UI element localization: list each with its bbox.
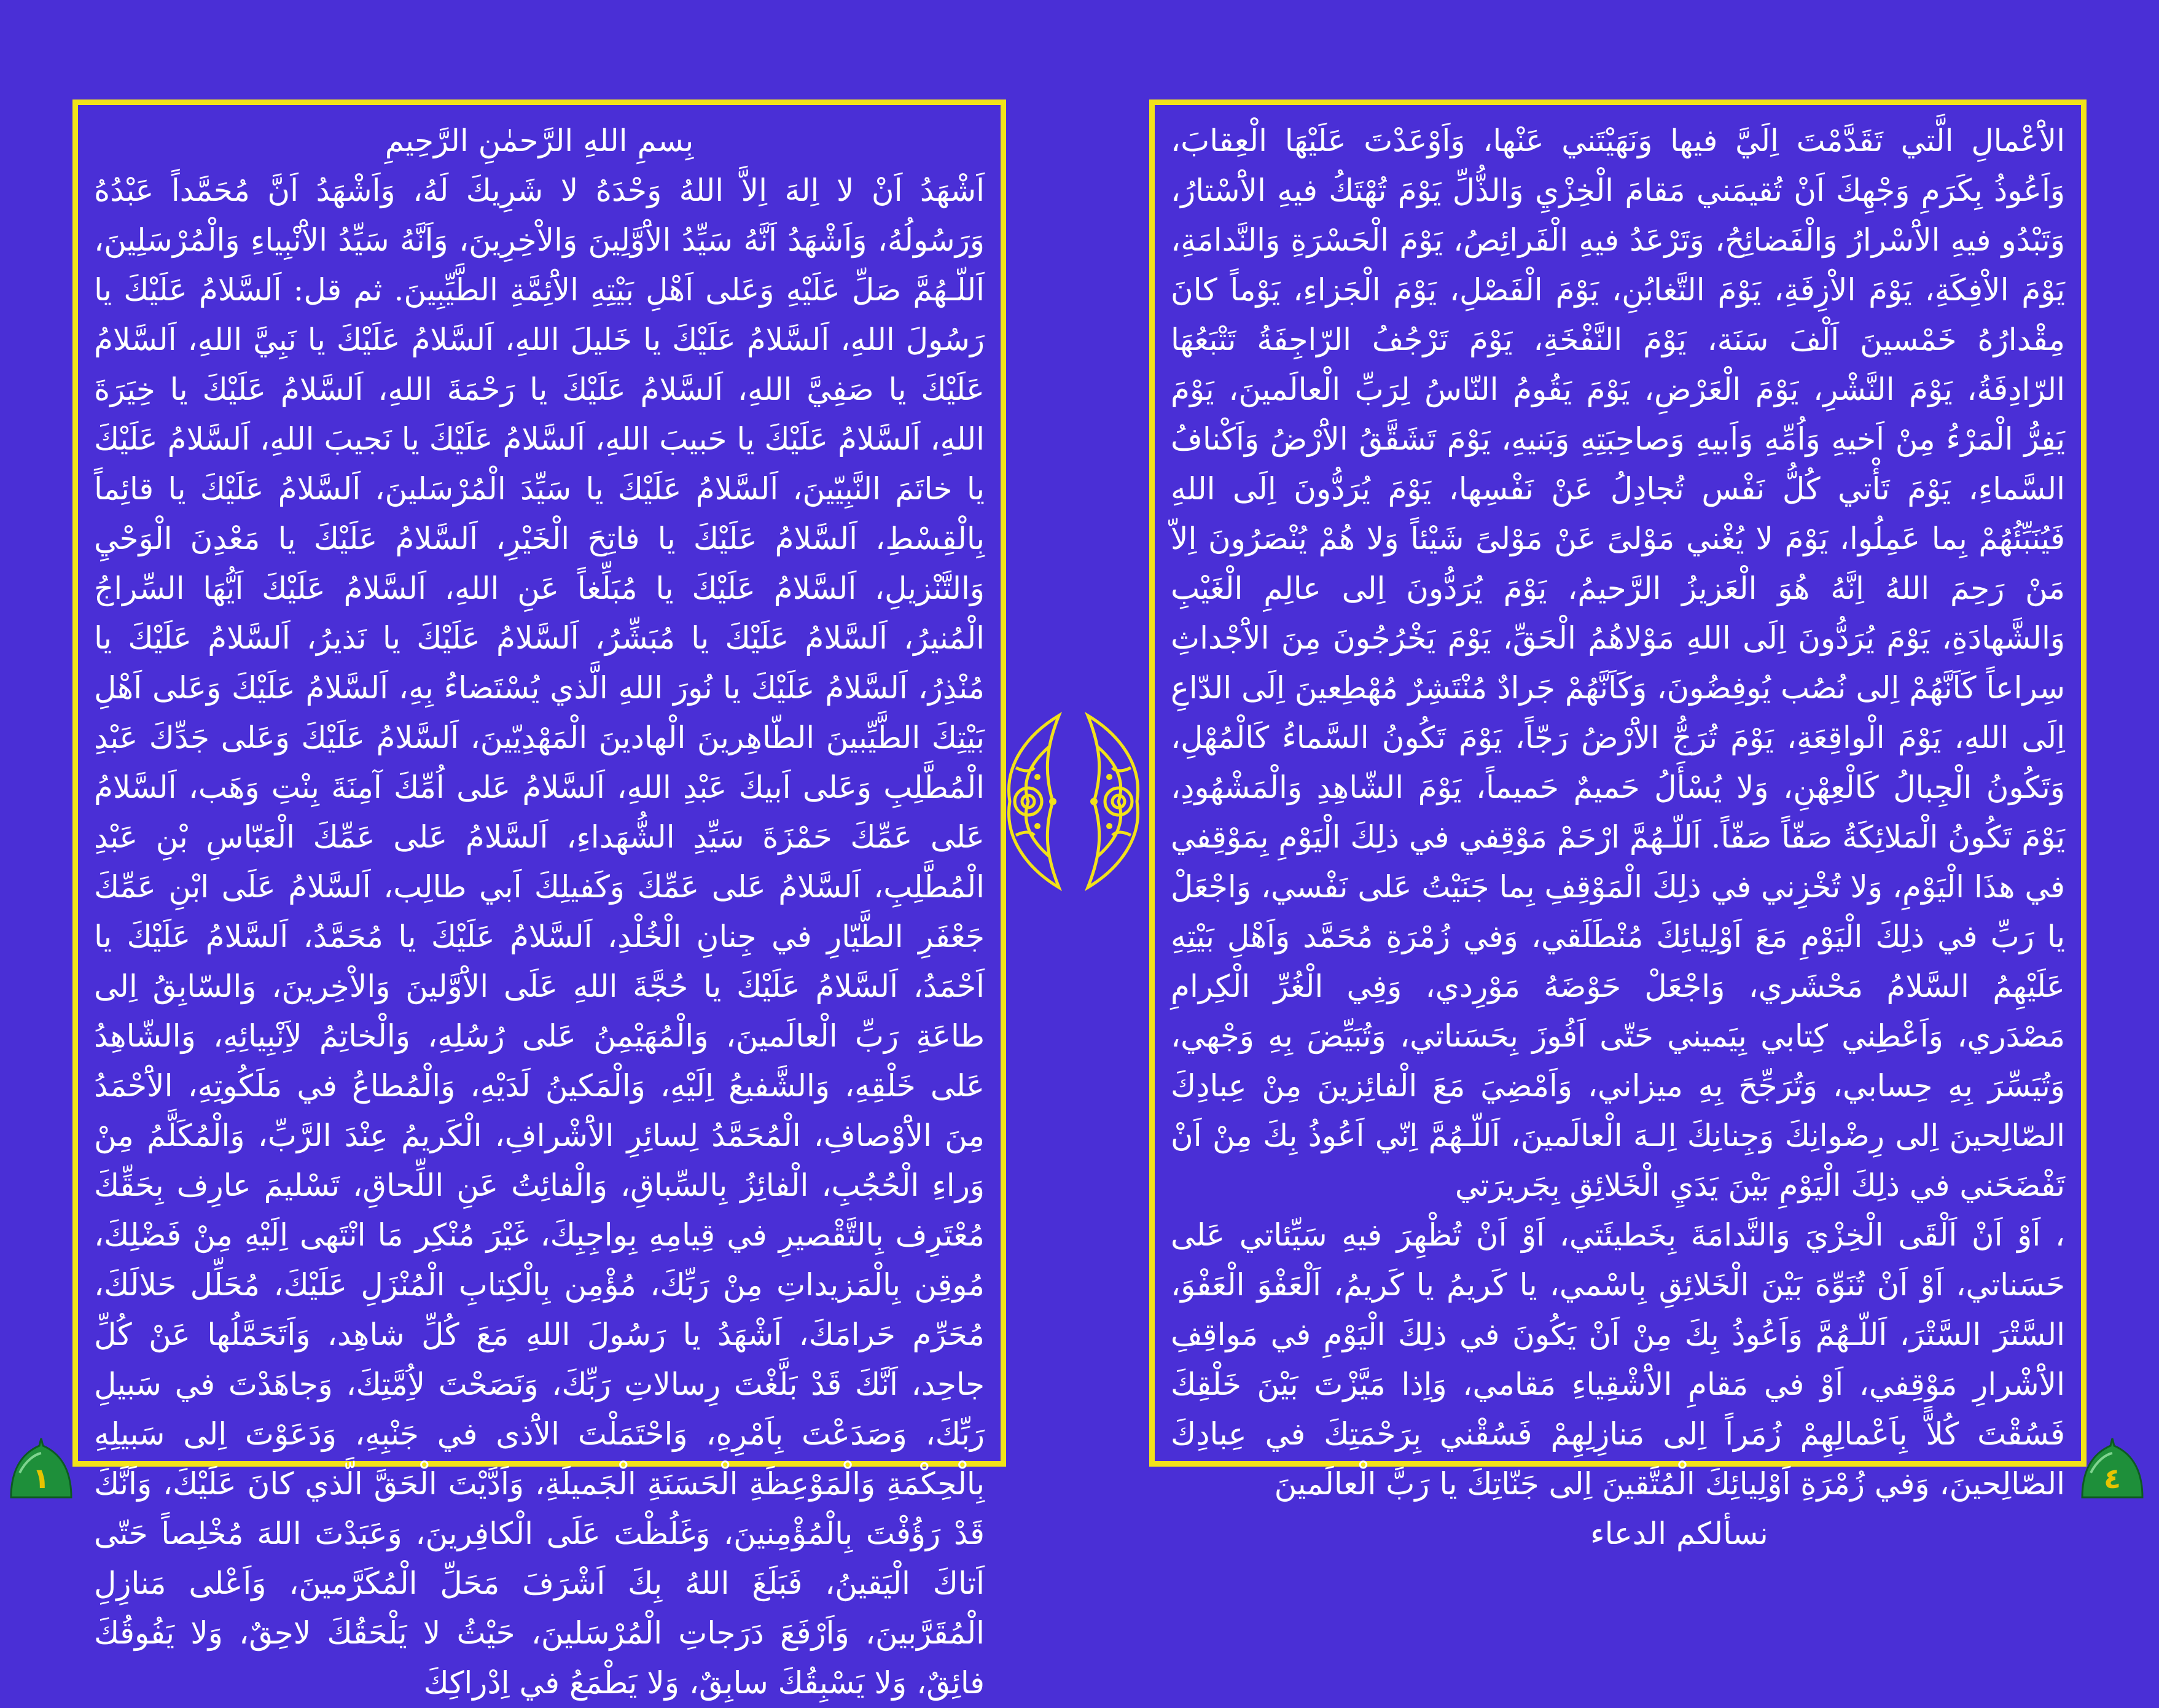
left-page-text [94, 116, 985, 1708]
page-number: ٤ [2103, 1462, 2122, 1495]
left-page-paragraph: اَشْهَدُ اَنْ لا اِلهَ اِلاَّ اللهُ وَحْدَهُ لا شَرِيكَ لَهُ، وَاَشْهَدُ اَنَّ مُحَمَّداً عَبْدُهُ وَرَسُولُهُ، وَاَشْهَدُ اَنَّهُ سَيِّدُ الاَْوَّلِينَ وَالاْخِرِينَ، وَاَنَّهُ سَيِّدُ الاَْنْبِياءِ وَالْمُرْسَلِينَ، اَللّـهُمَّ صَلِّ عَلَيْهِ وَعَلى اَهْلِ بَيْتِهِ الاَْئِمَّةِ الطَّيِّبِينَ. ثم قل: اَلسَّلامُ عَلَيْكَ يا رَسُولَ اللهِ، اَلسَّلامُ عَلَيْكَ يا خَليلَ اللهِ، اَلسَّلامُ عَلَيْكَ يا نَبِيَّ اللهِ، اَلسَّلامُ عَلَيْكَ يا صَفِيَّ اللهِ، اَلسَّلامُ عَلَيْكَ يا رَحْمَةَ اللهِ، اَلسَّلامُ عَلَيْكَ يا خِيَرَةَ اللهِ، اَلسَّلامُ عَلَيْكَ يا حَبيبَ اللهِ، اَلسَّلامُ عَلَيْكَ يا نَجيبَ اللهِ، اَلسَّلامُ عَلَيْكَ يا خاتَمَ النَّبِيّينَ، اَلسَّلامُ عَلَيْكَ يا سَيِّدَ الْمُرْسَلينَ، اَلسَّلامُ عَلَيْكَ يا قائِماً بِالْقِسْطِ، اَلسَّلامُ عَلَيْكَ يا فاتِحَ الْخَيْرِ، اَلسَّلامُ عَلَيْكَ يا مَعْدِنَ الْوَحْيِ وَالتَّنْزيلِ، اَلسَّلامُ عَلَيْكَ يا مُبَلِّغاً عَنِ اللهِ، اَلسَّلامُ عَلَيْكَ اَيُّهَا السِّراجُ الْمُنيرُ، اَلسَّلامُ عَلَيْكَ يا مُبَشِّرُ، اَلسَّلامُ عَلَيْكَ يا نَذيرُ، اَلسَّلامُ عَلَيْكَ يا مُنْذِرُ، اَلسَّلامُ عَلَيْكَ يا نُورَ اللهِ الَّذي يُسْتَضاءُ بِهِ، اَلسَّلامُ عَلَيْكَ وَعَلى اَهْلِ بَيْتِكَ الطَّيِّبينَ الطّاهِرينَ الْهادينَ الْمَهْدِيّينَ، اَلسَّلامُ عَلَيْكَ وَعَلى جَدِّكَ عَبْدِ الْمُطَّلِبِ وَعَلى اَبيكَ عَبْدِ اللهِ، اَلسَّلامُ عَلى اُمِّكَ آمِنَةَ بِنْتِ وَهَب، اَلسَّلامُ عَلى عَمِّكَ حَمْزَةَ سَيِّدِ الشُّهَداءِ، اَلسَّلامُ عَلى عَمِّكَ الْعَبّاسِ بْنِ عَبْدِ الْمُطَّلِبِ، اَلسَّلامُ عَلى عَمِّكَ وَكَفيلِكَ اَبي طالِب، اَلسَّلامُ عَلَى ابْنِ عَمِّكَ جَعْفَرِ الطَّيّارِ في جِنانِ الْخُلْدِ، اَلسَّلامُ عَلَيْكَ يا مُحَمَّدُ، اَلسَّلامُ عَلَيْكَ يا اَحْمَدُ، اَلسَّلامُ عَلَيْكَ يا حُجَّةَ اللهِ عَلَى الاَْوَّلينَ وَالاْخِرينَ، وَالسّابِقُ اِلى طاعَةِ رَبِّ الْعالَمينَ، وَالْمُهَيْمِنُ عَلى رُسُلِهِ، وَالْخاتِمُ لاَِنْبِيائِهِ، وَالشّاهِدُ عَلى خَلْقِهِ، وَالشَّفيعُ اِلَيْهِ، وَالْمَكينُ لَدَيْهِ، وَالْمُطاعُ في مَلَكُوتِهِ، الاَْحْمَدُ مِنَ الاَْوْصافِ، الْمُحَمَّدُ لِسائِرِ الاَْشْرافِ، الْكَريمُ عِنْدَ الرَّبِّ، وَالْمُكَلَّمُ مِنْ وَراءِ الْحُجُبِ، الْفائِزُ بِالسِّباقِ، وَالْفائِتُ عَنِ اللِّحاقِ، تَسْليمَ عارِف بِحَقِّكَ مُعْتَرِف بِالتَّقْصيرِ في قِيامِهِ بِواجِبِكَ، غَيْرَ مُنْكِر مَا انْتَهى اِلَيْهِ مِنْ فَضْلِكَ، مُوقِن بِالْمَزيداتِ مِنْ رَبِّكَ، مُؤْمِن بِالْكِتابِ الْمُنْزَلِ عَلَيْكَ، مُحَلِّل حَلالَكَ، مُحَرِّم حَرامَكَ، اَشْهَدُ يا رَسُولَ اللهِ مَعَ كُلِّ شاهِد، وَاَتَحَمَّلُها عَنْ كُلِّ جاحِد، اَنَّكَ قَدْ بَلَّغْتَ رِسالاتِ رَبِّكَ، وَنَصَحْتَ لاُِمَّتِكَ، وَجاهَدْتَ في سَبيلِ رَبِّكَ، وَصَدَعْتَ بِاَمْرِهِ، وَاحْتَمَلْتَ الاَْذى في جَنْبِهِ، وَدَعَوْتَ اِلى سَبيلِهِ بِالْحِكْمَةِ وَالْمَوْعِظَةِ الْحَسَنَةِ الْجَميلَةِ، وَاَدَّيْتَ الْحَقَّ الَّذي كانَ عَلَيْكَ، وَاَنَّكَ قَدْ رَؤُفْتَ بِالْمُؤْمِنينَ، وَغَلُظْتَ عَلَى الْكافِرينَ، وَعَبَدْتَ اللهَ مُخْلِصاً حَتّى اَتاكَ الْيَقينُ، فَبَلَغَ اللهُ بِكَ اَشْرَفَ مَحَلِّ الْمُكَرَّمينَ، وَاَعْلى مَنازِلِ الْمُقَرَّبينَ، وَاَرْفَعَ دَرَجاتِ الْمُرْسَلينَ، حَيْثُ لا يَلْحَقُكَ لاحِقٌ، وَلا يَفُوقُكَ فائِقٌ، وَلا يَسْبِقُكَ سابِقٌ، وَلا يَطْمَعُ في اِدْراكِكَ [94, 173, 985, 1701]
right-page-paragraph-2: ، اَوْ اَنْ اَلْقَى الْخِزْيَ وَالنَّدامَةَ بِخَطيئَتي، اَوْ اَنْ تُظْهِرَ فيهِ سَيِّئاتي عَلى حَسَناتي، اَوْ اَنْ تُنَوِّهَ بَيْنَ الْخَلائِقِ بِاسْمي، يا كَريمُ يا كَريمُ، اَلْعَفْوَ الْعَفْوَ، السَّتْرَ السَّتْرَ، اَللّـهُمَّ وَاَعُوذُ بِكَ مِنْ اَنْ يَكُونَ في ذلِكَ الْيَوْمِ في مَواقِفِ الاَْشْرارِ مَوْقِفي، اَوْ في مَقامِ الاَْشْقِياءِ مَقامي، وَاِذا مَيَّزْتَ بَيْنَ خَلْقِكَ فَسُقْتَ كُلاًّ بِاَعْمالِهِمْ زُمَراً اِلى مَنازِلِهِمْ فَسُقْني بِرَحْمَتِكَ في عِبادِكَ الصّالِحينَ، وَفي زُمْرَةِ اَوْلِيائِكَ الْمُتَّقينَ اِلى جَنّاتِكَ يا رَبَّ الْعالَمينَ [1171, 1217, 2065, 1502]
closing-line: نسألكم الدعاء [1590, 1516, 1768, 1551]
page-number: ١ [32, 1462, 50, 1495]
right-page-text [1171, 116, 2065, 1559]
basmala-heading: بِسمِ اللهِ الرَّحمٰنِ الرَّحِيمِ [385, 123, 694, 158]
arabesque-ornament-icon [991, 709, 1071, 894]
arabesque-ornament-icon [1076, 709, 1155, 894]
right-page-frame [1149, 99, 2087, 1551]
right-page-paragraph-1: الاَْعْمالِ الَّتي تَقَدَّمْتَ اِلَيَّ فيها وَنَهَيْتَني عَنْها، وَاَوْعَدْتَ عَلَيْهَا الْعِقابَ، وَاَعُوذُ بِكَرَمِ وَجْهِكَ اَنْ تُقيمَني مَقامَ الْخِزْيِ وَالذُّلِّ يَوْمَ تُهْتَكُ فيهِ الاَْسْتارُ، وَتَبْدُو فيهِ الاَْسْرارُ وَالْفَضائِحُ، وَتَرْعَدُ فيهِ الْفَرائِصُ، يَوْمَ الْحَسْرَةِ وَالنَّدامَةِ، يَوْمَ الاْفِكَةِ، يَوْمَ الاْزِفَةِ، يَوْمَ التَّغابُنِ، يَوْمَ الْفَصْلِ، يَوْمَ الْجَزاءِ، يَوْماً كانَ مِقْدارُهُ خَمْسينَ اَلْفَ سَنَة، يَوْمَ النَّفْخَةِ، يَوْمَ تَرْجُفُ الرّاجِفَةُ تَتْبَعُهَا الرّادِفَةُ، يَوْمَ النَّشْرِ، يَوْمَ الْعَرْضِ، يَوْمَ يَقُومُ النّاسُ لِرَبِّ الْعالَمينَ، يَوْمَ يَفِرُّ الْمَرْءُ مِنْ اَخيهِ وَاُمِّهِ وَاَبيهِ وَصاحِبَتِهِ وَبَنيهِ، يَوْمَ تَشَقَّقُ الاَْرْضُ وَاَكْنافُ السَّماءِ، يَوْمَ تَأْتي كُلُّ نَفْس تُجادِلُ عَنْ نَفْسِها، يَوْمَ يُرَدُّونَ اِلَى اللهِ فَيُنَبِّئُهُمْ بِما عَمِلُوا، يَوْمَ لا يُغْني مَوْلىً عَنْ مَوْلىً شَيْئاً وَلا هُمْ يُنْصَرُونَ اِلاّ مَنْ رَحِمَ اللهُ اِنَّهُ هُوَ الْعَزيزُ الرَّحيمُ، يَوْمَ يُرَدُّونَ اِلى عالِمِ الْغَيْبِ وَالشَّهادَةِ، يَوْمَ يُرَدُّونَ اِلَى اللهِ مَوْلاهُمُ الْحَقِّ، يَوْمَ يَخْرُجُونَ مِنَ الاَْجْداثِ سِراعاً كَاَنَّهُمْ اِلى نُصُب يُوفِضُونَ، وَكَاَنَّهُمْ جَرادٌ مُنْتَشِرٌ مُهْطِعينَ اِلَى الدّاعِ اِلَى اللهِ، يَوْمَ الْواقِعَةِ، يَوْمَ تُرَجُّ الاَْرْضُ رَجّاً، يَوْمَ تَكُونُ السَّماءُ كَالْمُهْلِ، وَتَكُونُ الْجِبالُ كَالْعِهْنِ، وَلا يُسْأَلُ حَميمٌ حَميماً، يَوْمَ الشّاهِدِ وَالْمَشْهُودِ، يَوْمَ تَكُونُ الْمَلائِكَةُ صَفّاً صَفّاً. اَللّـهُمَّ ارْحَمْ مَوْقِفي في ذلِكَ الْيَوْمِ بِمَوْقِفي في هذَا الْيَوْمِ، وَلا تُخْزِني في ذلِكَ الْمَوْقِفِ بِما جَنَيْتُ عَلى نَفْسي، وَاجْعَلْ يا رَبِّ في ذلِكَ الْيَوْمِ مَعَ اَوْلِيائِكَ مُنْطَلَقي، وَفي زُمْرَةِ مُحَمَّد وَاَهْلِ بَيْتِهِ عَلَيْهِمُ السَّلامُ مَحْشَري، وَاجْعَلْ حَوْضَهُ مَوْرِدي، وَفِي الْغُرِّ الْكِرامِ مَصْدَري، وَاَعْطِني كِتابي بِيَميني حَتّى اَفُوزَ بِحَسَناتي، وَتُبَيِّضَ بِهِ وَجْهي، وَتُيَسِّرَ بِهِ حِسابي، وَتُرَجِّحَ بِهِ ميزاني، وَاَمْضِيَ مَعَ الْفائِزينَ مِنْ عِبادِكَ الصّالِحينَ اِلى رِضْوانِكَ وَجِنانِكَ اِلـهَ الْعالَمينَ، اَللّـهُمَّ اِنّي اَعُوذُ بِكَ مِنْ اَنْ تَفْضَحَني في ذلِكَ الْيَوْمِ بَيْنَ يَدَيِ الْخَلائِقِ بِجَريرَتي [1171, 123, 2065, 1203]
page-number-right [2079, 1436, 2146, 1503]
left-page-frame [72, 99, 1006, 1701]
page-number-left [7, 1436, 75, 1503]
